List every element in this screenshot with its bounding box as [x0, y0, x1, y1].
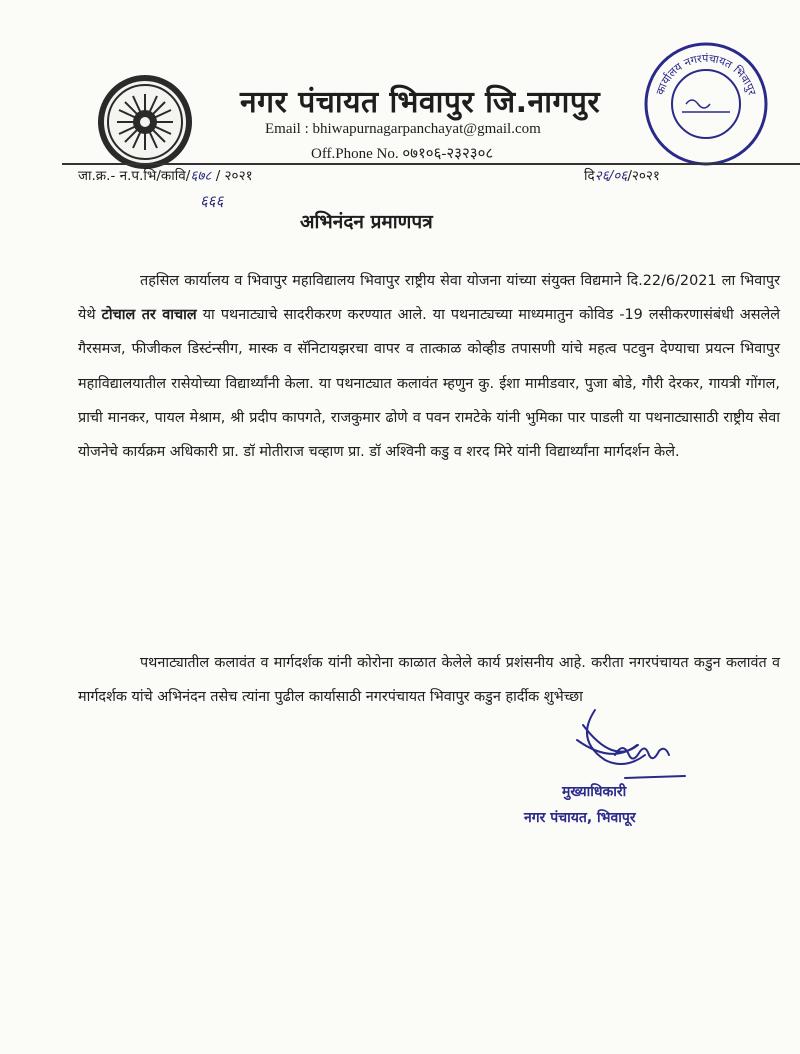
- reference-prefix: जा.क्र.- न.प.भि/कावि/: [78, 168, 191, 184]
- office-title: नगर पंचायत भिवापुर जि.नागपुर: [240, 85, 601, 120]
- reference-year: / २०२१: [215, 168, 253, 184]
- reference-handwritten-number: ६६६: [200, 192, 224, 210]
- p1-text-b: या पथनाट्याचे सादरीकरण करण्यात आले. या पथनाट्यच्या माध्यमातुन कोविड -19 लसीकरणासंबंधी असलेले गैरसमज, फीजीकल डिस्टंन्सीग, मास्क व सॅनिटायझरचा वापर व तात्काळ कोव्हीड तपासणी यांचे महत्व पटवुन देण्याचा प्रयत्न भिवापुर महाविद्यालयातील रासेयोच्या विद्यार्थ्यांनी केला. या पथनाट्यात कलावंत म्हणुन कु. ईशा मामीडवार, पुजा बोडे, गौरी देरकर, गायत्री गोंगल, प्राची मानकर, पायल मेश्राम, श्री प्रदीप कापगते, राजकुमार ढोणे व पवन रामटेके यांनी भुमिका पार पाडली या पथनाट्यासाठी राष्ट्रीय सेवा योजनेचे कार्यक्रम अधिकारी प्रा. डॉ मोतीराज चव्हाण प्रा. डॉ अश्विनी कडु व शरद मिरे यांनी विद्यार्थ्यांना मार्गदर्शन केले.: [78, 307, 780, 461]
- office-seal-stamp: [642, 40, 770, 168]
- date-prefix: दि: [584, 168, 595, 184]
- signatory-office: नगर पंचायत, भिवापूर: [524, 810, 636, 826]
- certificate-heading: अभिनंदन प्रमाणपत्र: [300, 211, 433, 233]
- reference-number: [78, 166, 253, 184]
- header-divider: [62, 163, 800, 165]
- handwritten-signature: [565, 700, 705, 790]
- issue-date: [584, 166, 660, 184]
- municipal-emblem-logo: [95, 72, 195, 172]
- play-title: टोचाल तर वाचाल: [101, 307, 197, 324]
- svg-text:कार्यालय नगरपंचायत भिवापुर: कार्यालय नगरपंचायत भिवापुर: [653, 51, 759, 97]
- reference-handwritten: ६७८: [190, 168, 212, 184]
- body-paragraph-2: पथनाट्यातील कलावंत व मार्गदर्शक यांनी कोरोना काळात केलेले कार्य प्रशंसनीय आहे. करीता नगरपंचायत कडुन कलावंत व मार्गदर्शक यांचे अभिनंदन तसेच त्यांना पुढील कार्यासाठी नगरपंचायत भिवापुर कडुन हार्दीक शुभेच्छा: [78, 655, 780, 706]
- office-phone: Off.Phone No. ०७१०६-२३२३०८: [311, 146, 494, 162]
- office-email: Email : bhiwapurnagarpanchayat@gmail.com: [265, 121, 541, 137]
- date-handwritten: २६/०६: [594, 168, 628, 184]
- date-year: /२०२१: [627, 168, 660, 184]
- p1-text-a: तहसिल कार्यालय व भिवापुर महाविद्यालय भिवापुर राष्ट्रीय सेवा योजना यांच्या संयुक्त विद्यमाने दि.22/6/2021 ला भिवापुर येथे: [78, 273, 780, 324]
- signatory-title: मुख्याधिकारी: [562, 784, 627, 800]
- body-paragraph-1: [78, 264, 780, 469]
